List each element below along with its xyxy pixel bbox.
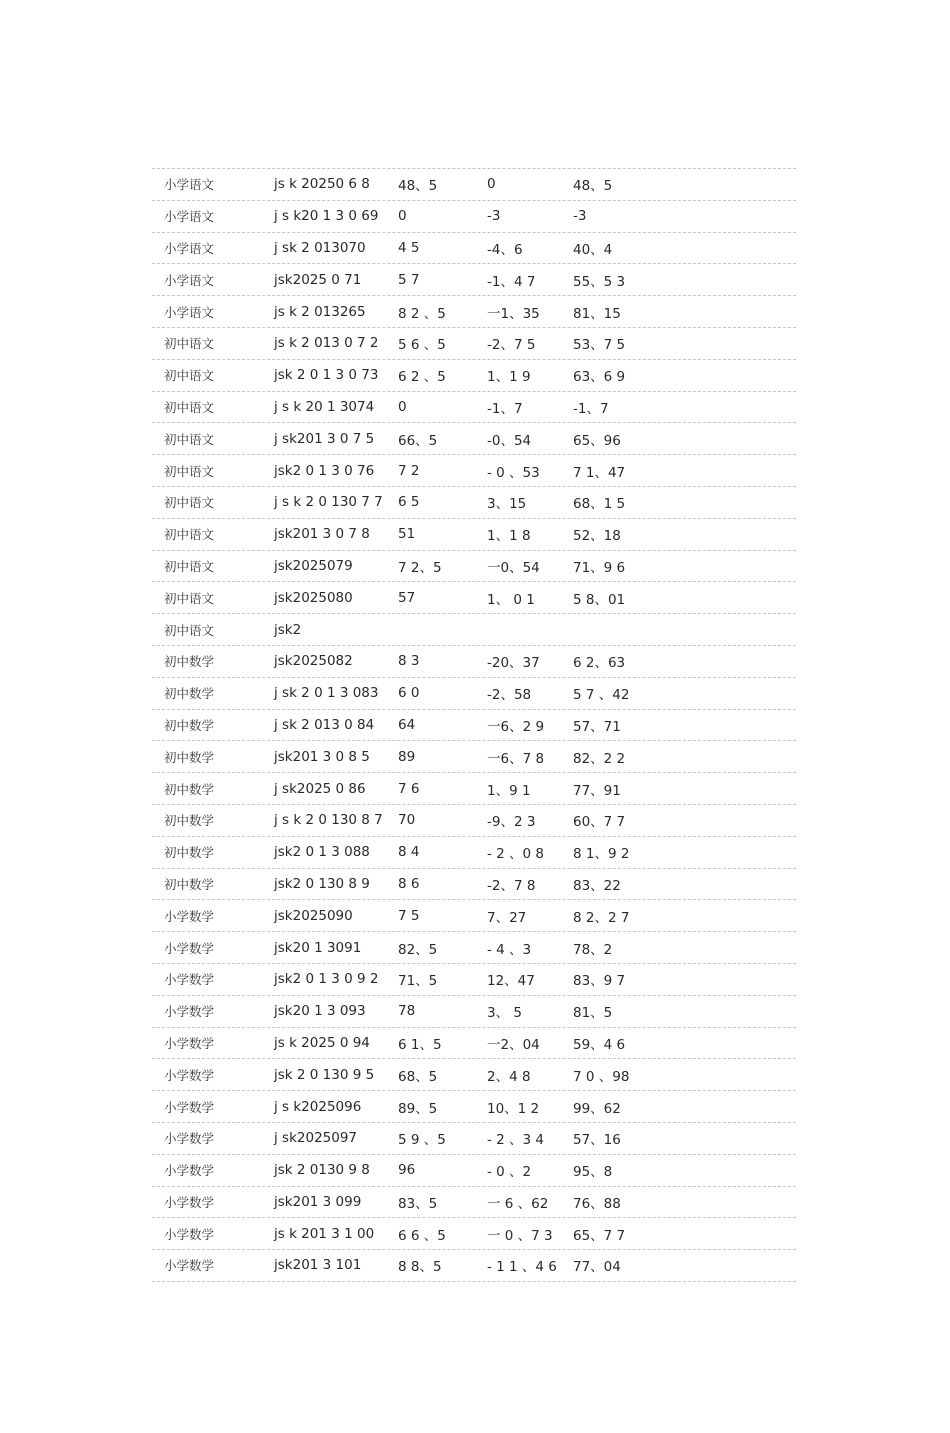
score-cell: 89 [398,748,416,765]
score-cell: 78 [398,1003,416,1020]
total-cell: 65、7 7 [573,1227,626,1244]
score-cell: 64 [398,716,416,733]
subject-cell: 小学数学 [164,1163,215,1179]
total-cell: 7 0 、98 [573,1068,630,1085]
total-cell: 77、91 [573,782,621,799]
total-cell: 53、7 5 [573,337,626,354]
score-cell: 8 8、5 [398,1259,442,1276]
score-cell: 8 4 [398,844,420,861]
code-cell: js k 2025 0 94 [274,1034,370,1051]
table-row [152,487,796,519]
score-cell: 7 6 [398,780,420,797]
code-cell: jsk2025082 [274,653,353,670]
score-cell: 8 6 [398,875,420,892]
total-cell: 5 8、01 [573,591,626,608]
diff-cell: 一1、35 [487,305,540,322]
table-row [152,1123,796,1155]
diff-cell: 0 [487,176,496,193]
diff-cell: -1、4 7 [487,273,536,290]
score-cell: 66、5 [398,432,438,449]
total-cell: 83、22 [573,877,621,894]
subject-cell: 小学语文 [164,304,215,320]
code-cell: jsk2025090 [274,907,353,924]
table-row [152,582,796,614]
score-cell: 7 2 [398,462,420,479]
score-cell: 6 5 [398,494,420,511]
table-row [152,805,796,837]
total-cell: 82、2 2 [573,750,626,767]
subject-cell: 初中数学 [164,686,215,702]
subject-cell: 小学数学 [164,1067,215,1083]
code-cell: js k 201 3 1 00 [274,1225,375,1242]
total-cell: -1、7 [573,400,609,417]
table-row [152,678,796,710]
code-cell: jsk201 3 101 [274,1257,362,1274]
table-row [152,1028,796,1060]
table-row [152,1091,796,1123]
subject-cell: 小学数学 [164,972,215,988]
diff-cell: - 2 、0 8 [487,846,545,863]
code-cell: jsk2 0 1 3 0 9 2 [274,971,379,988]
diff-cell: 7、27 [487,909,527,926]
diff-cell: 1、1 9 [487,369,531,386]
code-cell: jsk20 1 3 093 [274,1003,366,1020]
subject-cell: 初中数学 [164,781,215,797]
diff-cell: -4、6 [487,241,523,258]
total-cell: 48、5 [573,178,613,195]
code-cell: jsk 2 0 130 9 5 [274,1066,375,1083]
diff-cell: - 0 、53 [487,464,540,481]
diff-cell: 1、9 1 [487,782,531,799]
subject-cell: 初中数学 [164,717,215,733]
score-cell: 5 9 、5 [398,1132,446,1149]
code-cell: j sk 2 013 0 84 [274,716,375,733]
table-row [152,1218,796,1250]
code-cell: j sk201 3 0 7 5 [274,430,375,447]
subject-cell: 初中语文 [164,590,215,606]
total-cell: 60、7 7 [573,814,626,831]
total-cell: 52、18 [573,528,621,545]
score-cell: 5 7 [398,271,420,288]
code-cell: jsk201 3 0 7 8 [274,526,370,543]
subject-cell: 初中数学 [164,845,215,861]
code-cell: jsk2025079 [274,557,353,574]
table-row [152,964,796,996]
table-row [152,1250,796,1282]
table-row [152,519,796,551]
table-row [152,614,796,646]
code-cell: j s k 2 0 130 8 7 [274,812,383,829]
code-cell: js k 20250 6 8 [274,176,370,193]
diff-cell: 3、15 [487,496,527,513]
subject-cell: 小学语文 [164,209,215,225]
table-row [152,201,796,233]
code-cell: js k 2 013265 [274,303,366,320]
score-cell: 70 [398,812,416,829]
total-cell: 40、4 [573,241,613,258]
code-cell: j sk 2 013070 [274,239,366,256]
subject-cell: 初中数学 [164,876,215,892]
score-cell: 71、5 [398,973,438,990]
total-cell: 57、16 [573,1132,621,1149]
code-cell: jsk2025 0 71 [274,271,362,288]
table-row [152,996,796,1028]
score-cell: 96 [398,1162,416,1179]
total-cell: 57、71 [573,718,621,735]
score-cell: 5 6 、5 [398,337,446,354]
diff-cell: 一2、04 [487,1036,540,1053]
score-cell: 82、5 [398,941,438,958]
code-cell: jsk2025080 [274,589,353,606]
table-row [152,773,796,805]
table-row [152,296,796,328]
table-row [152,551,796,583]
diff-cell: -2、7 5 [487,337,536,354]
code-cell: j sk2025097 [274,1130,358,1147]
table-row [152,233,796,265]
score-cell: 4 5 [398,239,420,256]
diff-cell: -9、2 3 [487,814,536,831]
diff-cell: 一6、7 8 [487,750,545,767]
subject-cell: 小学数学 [164,908,215,924]
subject-cell: 小学数学 [164,940,215,956]
diff-cell: 2、4 8 [487,1068,531,1085]
diff-cell: 一 6 、62 [487,1195,549,1212]
diff-cell: 10、1 2 [487,1100,540,1117]
table-row [152,1155,796,1187]
score-cell: 8 3 [398,653,420,670]
total-cell: 8 1、9 2 [573,846,630,863]
diff-cell: -0、54 [487,432,532,449]
subject-cell: 初中语文 [164,527,215,543]
score-cell: 0 [398,208,407,225]
total-cell: 68、1 5 [573,496,626,513]
score-cell: 6 2 、5 [398,369,446,386]
total-cell: 65、96 [573,432,621,449]
code-cell: j sk 2 0 1 3 083 [274,685,379,702]
subject-cell: 初中数学 [164,813,215,829]
table-row [152,900,796,932]
total-cell: 77、04 [573,1259,621,1276]
score-cell: 89、5 [398,1100,438,1117]
subject-cell: 小学数学 [164,1035,215,1051]
table-row [152,328,796,360]
table-row [152,360,796,392]
table-row [152,837,796,869]
subject-cell: 小学语文 [164,272,215,288]
subject-cell: 小学数学 [164,1131,215,1147]
table-row [152,646,796,678]
total-cell: 71、9 6 [573,559,626,576]
code-cell: jsk2 0 1 3 088 [274,844,370,861]
total-cell: 76、88 [573,1195,621,1212]
table-row [152,1187,796,1219]
code-cell: j s k2025096 [274,1098,362,1115]
diff-cell: - 1 1 、4 6 [487,1259,557,1276]
diff-cell: - 4 、3 [487,941,532,958]
total-cell: 8 2、2 7 [573,909,630,926]
total-cell: 81、15 [573,305,621,322]
subject-cell: 初中语文 [164,431,215,447]
total-cell: 5 7 、42 [573,687,630,704]
score-cell: 7 5 [398,907,420,924]
diff-cell: 一 0 、7 3 [487,1227,553,1244]
subject-cell: 小学数学 [164,1258,215,1274]
diff-cell: -2、7 8 [487,877,536,894]
code-cell: jsk 2 0 1 3 0 73 [274,367,379,384]
total-cell: 83、9 7 [573,973,626,990]
score-cell: 8 2 、5 [398,305,446,322]
subject-cell: 小学数学 [164,1004,215,1020]
subject-cell: 小学语文 [164,240,215,256]
diff-cell: -2、58 [487,687,532,704]
table-row [152,741,796,773]
subject-cell: 小学数学 [164,1226,215,1242]
table-row [152,455,796,487]
code-cell: jsk20 1 3091 [274,939,362,956]
table-row [152,264,796,296]
code-cell: j s k 2 0 130 7 7 [274,494,383,511]
total-cell: 99、62 [573,1100,621,1117]
subject-cell: 初中语文 [164,368,215,384]
code-cell: j s k 20 1 3074 [274,398,375,415]
score-cell: 48、5 [398,178,438,195]
diff-cell: 12、47 [487,973,535,990]
code-cell: j s k20 1 3 0 69 [274,208,379,225]
score-cell: 0 [398,398,407,415]
score-cell: 68、5 [398,1068,438,1085]
code-cell: jsk2 0 1 3 0 76 [274,462,375,479]
score-cell: 83、5 [398,1195,438,1212]
code-cell: js k 2 013 0 7 2 [274,335,379,352]
total-cell: 6 2、63 [573,655,626,672]
table-row [152,169,796,201]
code-cell: jsk2 0 130 8 9 [274,875,370,892]
subject-cell: 小学数学 [164,1099,215,1115]
score-cell: 6 0 [398,685,420,702]
code-cell: jsk2 [274,621,302,638]
diff-cell: 1、1 8 [487,528,531,545]
diff-cell: 一6、2 9 [487,718,545,735]
score-cell: 57 [398,589,416,606]
total-cell: 59、4 6 [573,1036,626,1053]
table-row [152,392,796,424]
code-cell: jsk201 3 099 [274,1193,362,1210]
score-cell: 6 1、5 [398,1036,442,1053]
diff-cell: -1、7 [487,400,523,417]
diff-cell: 1、 0 1 [487,591,535,608]
code-cell: jsk201 3 0 8 5 [274,748,370,765]
subject-cell: 初中语文 [164,495,215,511]
total-cell: 78、2 [573,941,613,958]
total-cell: -3 [573,208,587,225]
subject-cell: 初中语文 [164,463,215,479]
diff-cell: 3、 5 [487,1005,522,1022]
table-row [152,710,796,742]
total-cell: 7 1、47 [573,464,626,481]
diff-cell: - 2 、3 4 [487,1132,545,1149]
subject-cell: 小学语文 [164,177,215,193]
subject-cell: 初中语文 [164,558,215,574]
total-cell: 63、6 9 [573,369,626,386]
subject-cell: 初中语文 [164,622,215,638]
score-table [152,168,796,1282]
score-cell: 6 6 、5 [398,1227,446,1244]
diff-cell: -3 [487,208,501,225]
table-row [152,932,796,964]
subject-cell: 初中数学 [164,654,215,670]
diff-cell: -20、37 [487,655,540,672]
table-row [152,869,796,901]
table-row [152,423,796,455]
subject-cell: 初中语文 [164,399,215,415]
score-cell: 51 [398,526,416,543]
table-row [152,1059,796,1091]
score-cell: 7 2、5 [398,559,442,576]
total-cell: 95、8 [573,1164,613,1181]
subject-cell: 初中语文 [164,336,215,352]
subject-cell: 小学数学 [164,1194,215,1210]
total-cell: 81、5 [573,1005,613,1022]
code-cell: jsk 2 0130 9 8 [274,1162,370,1179]
subject-cell: 初中数学 [164,749,215,765]
total-cell: 55、5 3 [573,273,626,290]
diff-cell: - 0 、2 [487,1164,532,1181]
code-cell: j sk2025 0 86 [274,780,366,797]
diff-cell: 一0、54 [487,559,540,576]
